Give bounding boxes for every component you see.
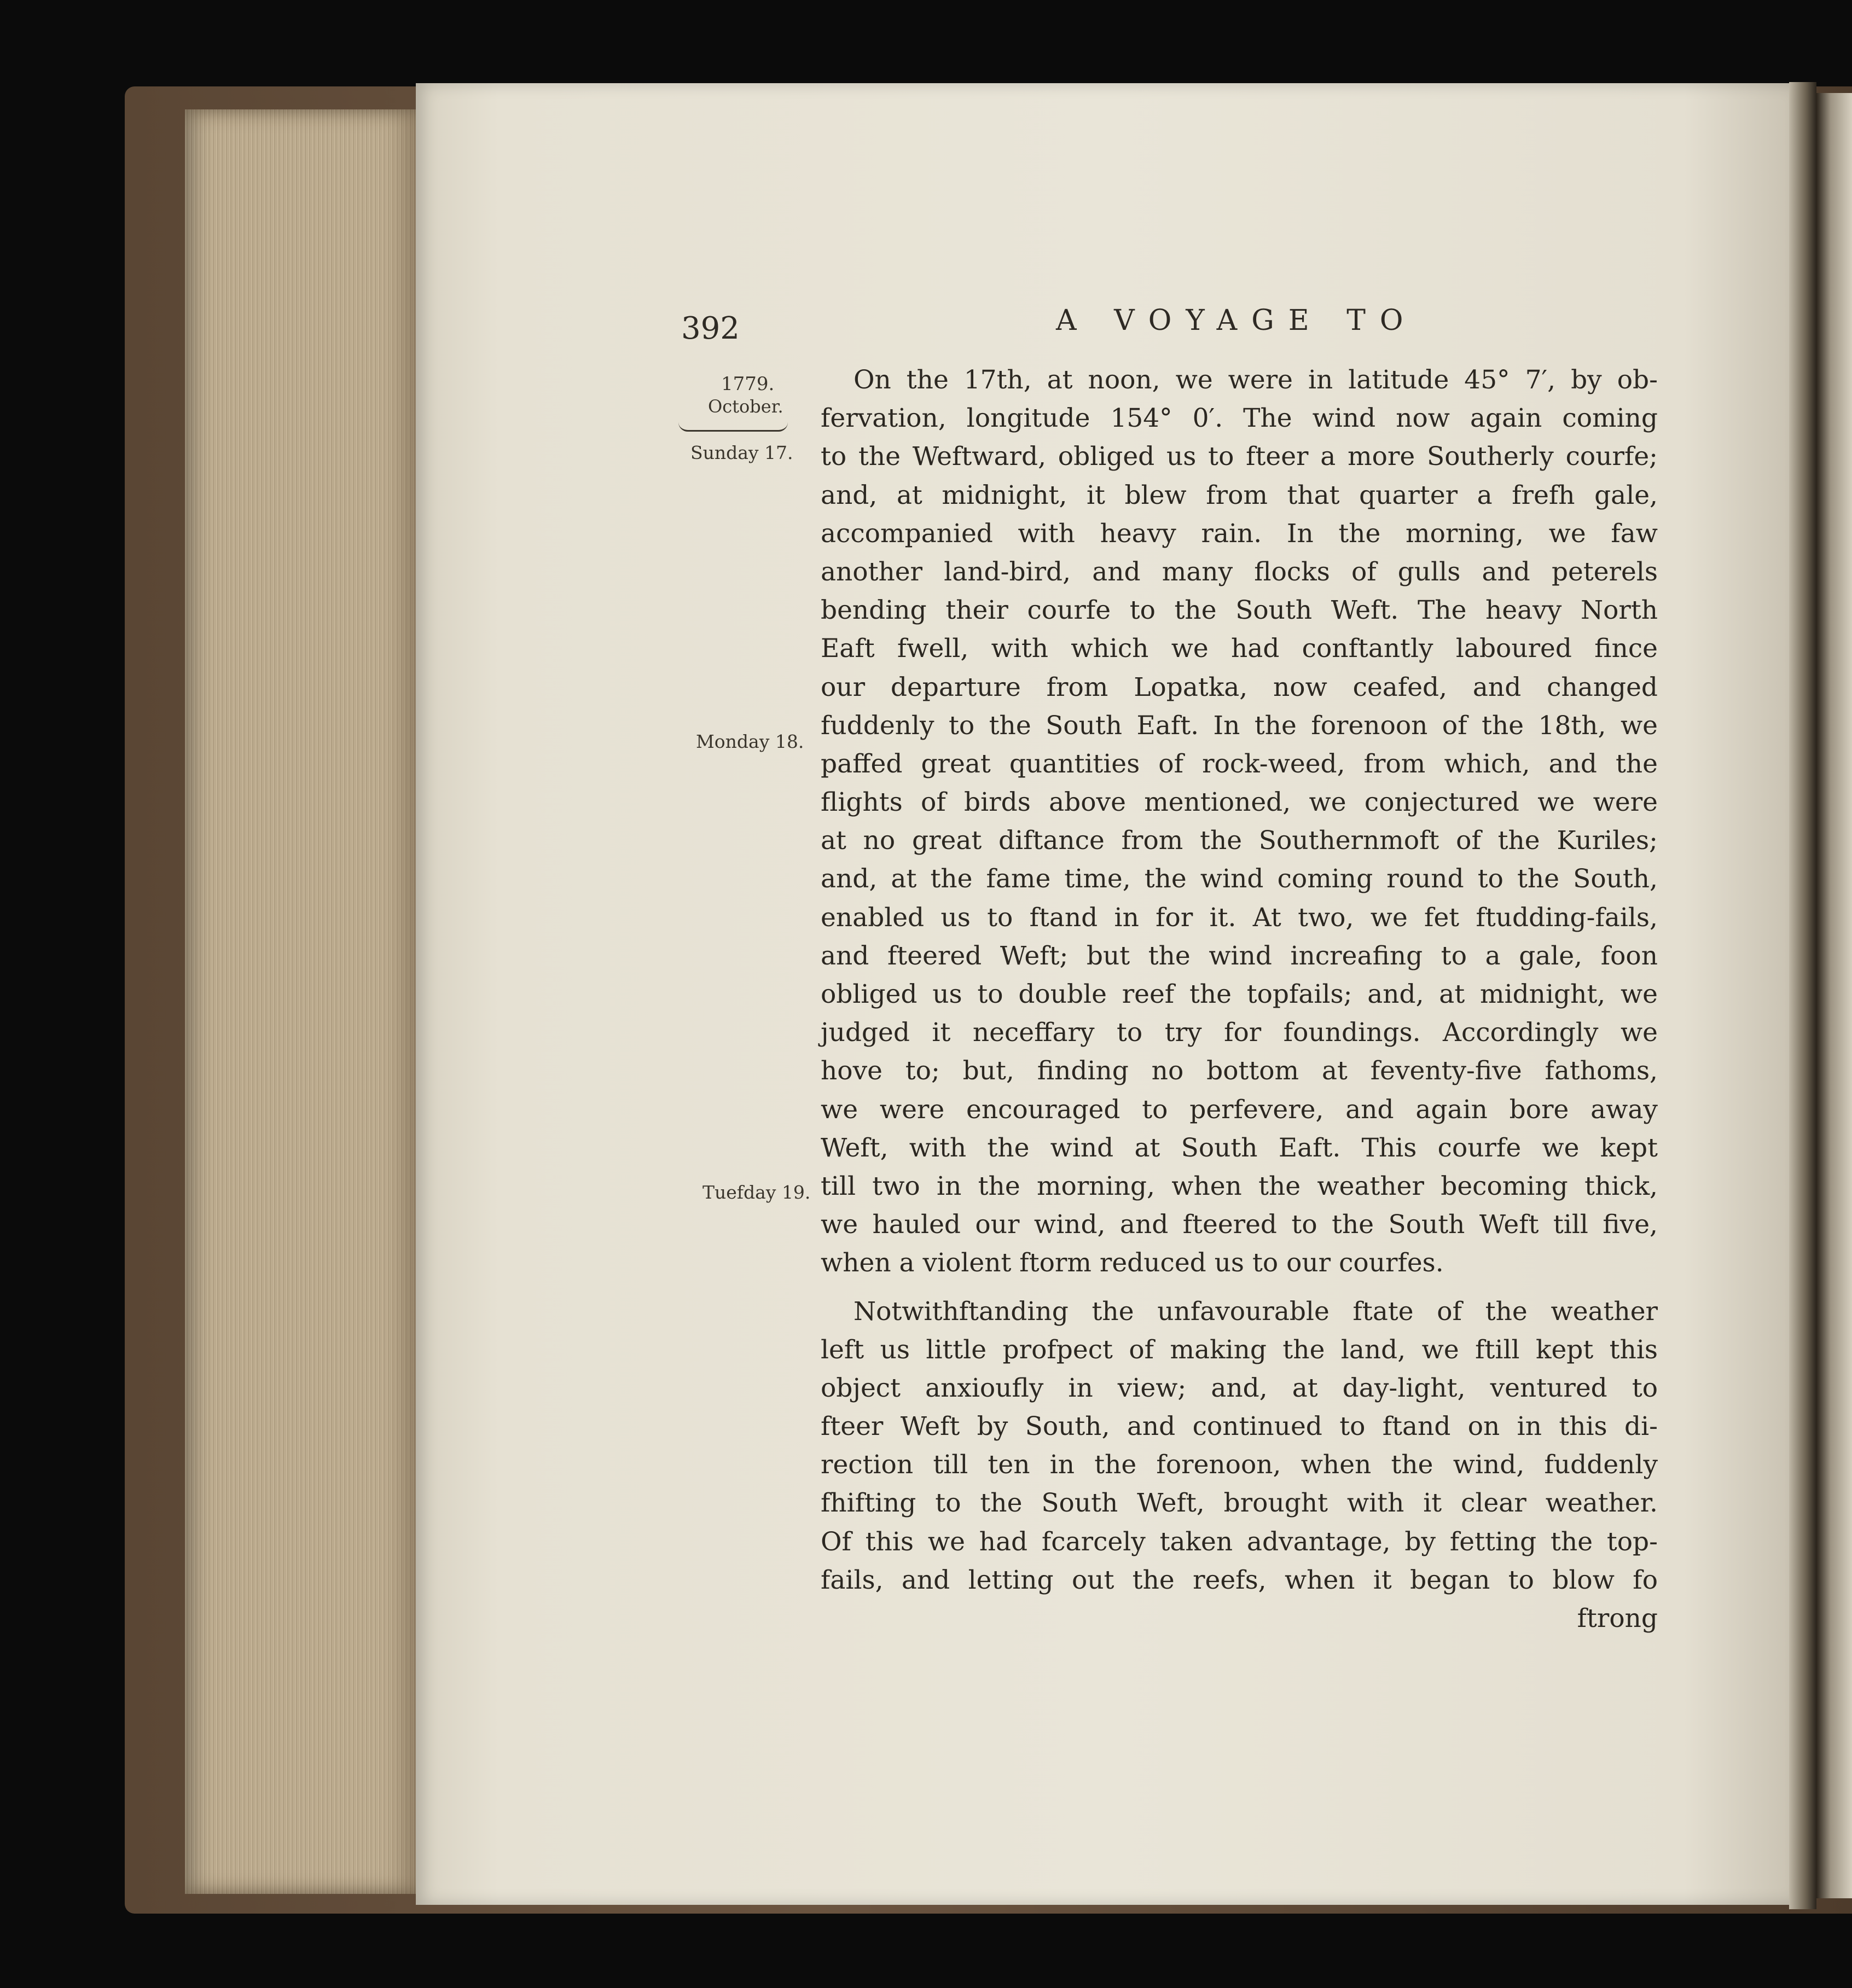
text-line: accompanied with heavy rain. In the morning, we faw	[821, 518, 1658, 549]
text-line: fhifting to the South Weft, brought with it clear weather.	[821, 1488, 1658, 1519]
text-line: till two in the morning, when the weather becoming thick,	[821, 1171, 1658, 1201]
text-line: another land-bird, and many flocks of gulls and peterels	[821, 556, 1658, 587]
text-line: Notwithftanding the unfavourable ftate of the weather	[854, 1296, 1658, 1327]
text-line: bending their courfe to the South Weft. The heavy North	[821, 595, 1658, 626]
page-number: 392	[681, 311, 740, 346]
margin-note-sunday: Sunday 17.	[690, 442, 793, 463]
text-line: On the 17th, at noon, we were in latitude 45° 7′, by ob-	[854, 365, 1658, 395]
text-line: object anxioufly in view; and, at day-light, ventured to	[821, 1373, 1658, 1403]
text-line: our departure from Lopatka, now ceafed, and changed	[821, 672, 1658, 702]
margin-year: 1779.	[721, 373, 775, 395]
text-line: and, at the fame time, the wind coming round to the South,	[821, 864, 1658, 894]
text-line: hove to; but, finding no bottom at feventy-five fathoms,	[821, 1056, 1658, 1086]
text-line: fails, and letting out the reefs, when it began to blow fo	[821, 1565, 1658, 1595]
text-line: flights of birds above mentioned, we conjectured we were	[821, 787, 1658, 818]
text-line: Eaft fwell, with which we had conftantly laboured fince	[821, 633, 1658, 664]
text-line: obliged us to double reef the topfails; and, at midnight, we	[821, 979, 1658, 1009]
page-edges	[185, 109, 420, 1894]
text-line: to the Weftward, obliged us to fteer a more Southerly courfe;	[821, 441, 1658, 472]
text-line: fteer Weft by South, and continued to ftand on in this di-	[821, 1411, 1658, 1442]
text-line: fervation, longitude 154° 0′. The wind now again coming	[821, 403, 1658, 434]
margin-month: October.	[708, 396, 783, 417]
text-line: left us little profpect of making the land, we ftill kept this	[821, 1334, 1658, 1365]
text-line: and, at midnight, it blew from that quarter a frefh gale,	[821, 480, 1658, 510]
paragraph-1	[821, 361, 1658, 1283]
facing-page-edge	[1816, 93, 1852, 1898]
book-gutter	[1789, 82, 1816, 1909]
text-line: rection till ten in the forenoon, when the wind, fuddenly	[821, 1450, 1658, 1480]
margin-note-tuesday: Tuefday 19.	[703, 1182, 811, 1203]
text-line: Of this we had fcarcely taken advantage, by fetting the top-	[821, 1526, 1658, 1557]
text-line: and fteered Weft; but the wind increafing to a gale, foon	[821, 940, 1658, 971]
catchword: ftrong	[1577, 1603, 1658, 1634]
margin-note-monday: Monday 18.	[696, 731, 804, 752]
paragraph-2	[821, 1293, 1658, 1600]
text-line: at no great diftance from the Southernmoft of the Kuriles;	[821, 826, 1658, 856]
text-line: Weft, with the wind at South Eaft. This courfe we kept	[821, 1132, 1658, 1163]
running-title: A VOYAGE TO	[1056, 304, 1418, 337]
margin-brace	[678, 422, 788, 432]
text-line: when a violent ftorm reduced us to our courfes.	[821, 1248, 1444, 1278]
text-line: enabled us to ftand in for it. At two, we fet ftudding-fails,	[821, 902, 1658, 933]
text-line: we were encouraged to perfevere, and again bore away	[821, 1094, 1658, 1125]
text-line: paffed great quantities of rock-weed, from which, and the	[821, 748, 1658, 779]
text-line: we hauled our wind, and fteered to the South Weft till five,	[821, 1210, 1658, 1240]
body-text	[821, 361, 1658, 1638]
text-line: judged it neceffary to try for foundings. Accordingly we	[821, 1018, 1658, 1048]
text-line: fuddenly to the South Eaft. In the forenoon of the 18th, we	[821, 710, 1658, 741]
